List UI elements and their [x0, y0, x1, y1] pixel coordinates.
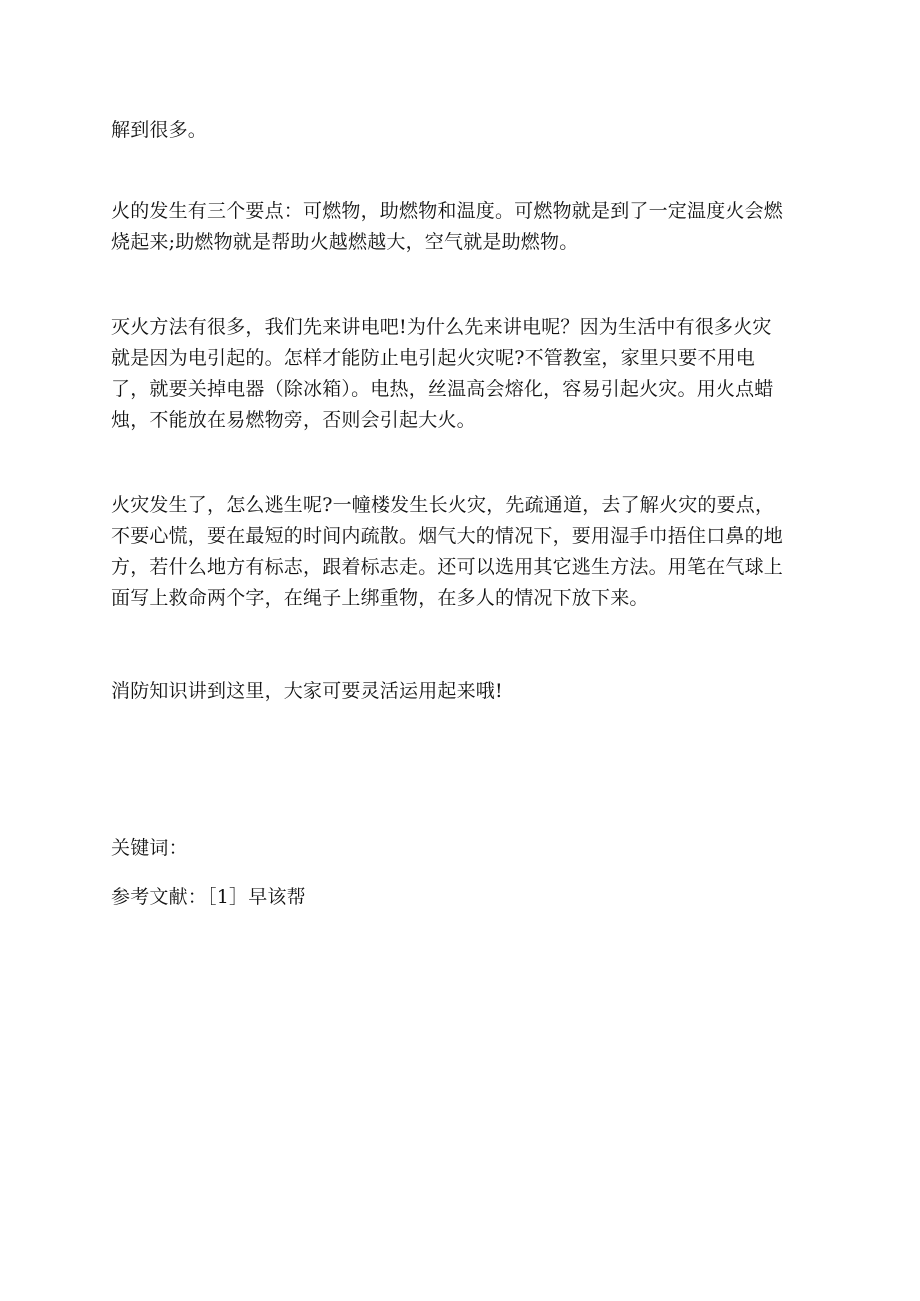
- paragraph-intro-fragment: [111, 115, 823, 146]
- text-line: 火的发生有三个要点：可燃物，助燃物和温度。可燃物就是到了一定温度火会燃: [111, 200, 784, 222]
- text-line: 灭火方法有很多，我们先来讲电吧!为什么先来讲电呢？因为生活中有很多火灾: [111, 316, 772, 338]
- paragraph-fire-prevention: [111, 312, 823, 436]
- paragraph-fire-elements: [111, 196, 823, 258]
- text-line: 方，若什么地方有标志，跟着标志走。还可以选用其它逃生方法。用笔在气球上: [111, 556, 784, 578]
- text-line: 消防知识讲到这里，大家可要灵活运用起来哦!: [111, 680, 503, 702]
- text-line: 面写上救命两个字，在绳子上绑重物，在多人的情况下放下来。: [111, 587, 649, 609]
- keywords-label: 关键词：: [111, 837, 188, 859]
- paragraph-conclusion: [111, 676, 823, 707]
- text-line: 火灾发生了，怎么逃生呢?一幢楼发生长火灾，先疏通道，去了解火灾的要点，: [111, 494, 775, 516]
- text-line: 解到很多。: [111, 119, 208, 141]
- references-line: 参考文献：［1］早该帮: [111, 886, 306, 908]
- text-line: 烧起来;助燃物就是帮助火越燃越大，空气就是助燃物。: [111, 231, 579, 253]
- paragraph-fire-escape: [111, 490, 823, 614]
- text-line: 就是因为电引起的。怎样才能防止电引起火灾呢?不管教室，家里只要不用电: [111, 347, 755, 369]
- text-line: 不要心慌，要在最短的时间内疏散。烟气大的情况下，要用湿手巾捂住口鼻的地: [111, 525, 784, 547]
- text-line: 了，就要关掉电器（除冰箱）。电热，丝温高会熔化，容易引起火灾。用火点蜡: [111, 378, 774, 400]
- text-line: 烛，不能放在易燃物旁，否则会引起大火。: [111, 409, 476, 431]
